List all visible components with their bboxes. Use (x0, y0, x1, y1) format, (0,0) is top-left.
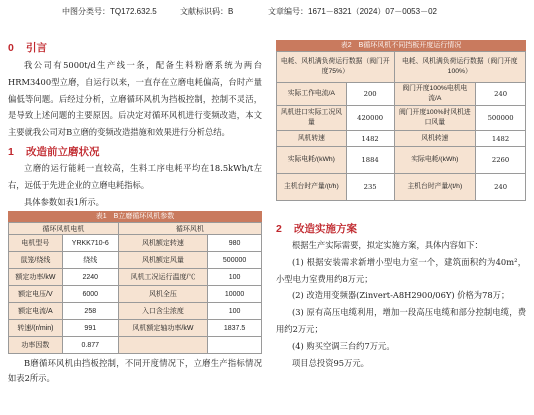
intro-paragraph: 我公司有5000t/d生产线一条，配备生料粉磨系统为两台HRM3400型立磨，自运行以来，一直存在立磨电耗偏高，台时产量偏低等问题。后经过分析，立磨循环风机为挡板控制，控制不灵活，是导致上述问题的主要原因。后决定对循环风机进行变频改造，本文主要就我公司对B立磨的变频改造措施和效果进行分析总结。 (8, 60, 262, 138)
table-row (9, 235, 262, 252)
table-cell: 100 (208, 303, 262, 320)
table-cell: 实际电耗/(kWh) (394, 147, 476, 174)
table-cell: 主机台时产量/(t/h) (394, 174, 476, 201)
table-cell: 风机转速 (277, 131, 347, 147)
table-cell: 风机全压 (118, 286, 207, 303)
table-cell: 500000 (476, 106, 526, 131)
table-cell: 991 (62, 320, 118, 337)
table-cell: 实际工作电流/A (277, 83, 347, 106)
table-row (277, 83, 526, 106)
table-row (9, 320, 262, 337)
table2-grid (276, 51, 526, 201)
plan-intro: 根据生产实际需要，拟定实施方案，具体内容如下： (292, 240, 483, 250)
table-cell: 额定电流/A (9, 303, 63, 320)
left-column (8, 40, 262, 386)
table2-reference: B磨循环风机由挡板控制，不同开度情况下，立磨生产指标情况如表2所示。 (8, 358, 262, 384)
plan-item-1: (1) 根据安装需求新增小型电力室一个，建筑面积约为40m²，小型电力室费用约8万元； (276, 256, 526, 284)
document-code: 文献标识码：B (180, 7, 234, 16)
table-cell: 10000 (208, 286, 262, 303)
table-cell: 风机工况运行温度/℃ (118, 269, 207, 286)
section-heading-2: 2 改造实施方案 (276, 223, 357, 235)
table-cell: 风机额定风量 (118, 252, 207, 269)
table-cell: 风机额定转速 (118, 235, 207, 252)
table-cell: 1884 (346, 147, 394, 174)
table-cell: 258 (62, 303, 118, 320)
clc-number: 中图分类号：TQ172.632.5 (62, 7, 157, 16)
table-cell: 500000 (208, 252, 262, 269)
article-number: 文章编号：1671－8321（2024）07－0053－02 (268, 7, 437, 16)
table-cell (118, 337, 207, 354)
table-row (277, 106, 526, 131)
table-cell (208, 337, 262, 354)
table-reference: 具体参数如表1所示。 (24, 196, 104, 207)
table-cell: 鼠笼/绕线 (9, 252, 63, 269)
table-row (9, 252, 262, 269)
status-paragraph: 立磨的运行能耗一直较高，生料工序电耗平均在18.5kWh/t左右，远低于先进企业的立磨电耗指标。 (8, 162, 262, 190)
table-cell: 100 (208, 269, 262, 286)
table-cell: 980 (208, 235, 262, 252)
table-cell: 实际电耗/(kWh) (277, 147, 347, 174)
table1-grid (8, 222, 262, 354)
table-cell: 转速/(r/min) (9, 320, 63, 337)
table-cell: 1837.5 (208, 320, 262, 337)
table-cell: 240 (476, 174, 526, 201)
table-cell: 6000 (62, 286, 118, 303)
table-cell: 阀门开度100%电机电流/A (394, 83, 476, 106)
table-cell: 420000 (346, 106, 394, 131)
table-cell: 风机进口实际工况风量 (277, 106, 347, 131)
table1-head-motor: 循环风机电机 (9, 223, 119, 235)
table-cell: 235 (346, 174, 394, 201)
right-column (276, 40, 526, 371)
plan-item-2: (2) 改造用变频器(Zinvert-A8H2900/06Y) 价格为78万； (292, 290, 510, 301)
table-cell: 阀门开度100%时风机进口风量 (394, 106, 476, 131)
table1-caption: 表1 B立磨循环风机参数 (8, 211, 262, 222)
table-cell: 风机转速 (394, 131, 476, 147)
table-cell: YRKK710-6 (62, 235, 118, 252)
table-row (277, 131, 526, 147)
section-heading-1: 1 改造前立磨状况 (8, 145, 100, 158)
table-row (9, 337, 262, 354)
plan-item-3: (3) 原有高压电缆利用，增加一段高压电缆和部分控制电缆，费用约2万元； (276, 307, 526, 334)
table-cell: 2240 (62, 269, 118, 286)
table-cell: 0.877 (62, 337, 118, 354)
section-heading-0: 0 引言 (8, 42, 47, 54)
table2 (276, 40, 526, 201)
table2-head-75: 电耗、风机满负荷运行数据（阀门开度75%） (277, 52, 395, 83)
table2-caption: 表2 B循环风机不同挡板开度运行情况 (276, 40, 526, 51)
table-cell: 主机台时产量/(t/h) (277, 174, 347, 201)
table2-head-100: 电耗、风机满负荷运行数据（阀门开度100%） (394, 52, 525, 83)
table1-head-fan: 循环风机 (118, 223, 261, 235)
table-cell: 240 (476, 83, 526, 106)
table-row (9, 286, 262, 303)
table-row (277, 174, 526, 201)
table-cell: 2260 (476, 147, 526, 174)
table-cell: 额定电压/V (9, 286, 63, 303)
table-row (9, 303, 262, 320)
table-cell: 功率因数 (9, 337, 63, 354)
table-row (277, 147, 526, 174)
table1 (8, 211, 262, 354)
plan-item-4: (4) 购买空调三台约7万元。 (292, 340, 395, 351)
table-row (9, 269, 262, 286)
table-cell: 风机额定轴功率/kW (118, 320, 207, 337)
table-cell: 绕线 (62, 252, 118, 269)
table-cell: 电机型号 (9, 235, 63, 252)
table-cell: 1482 (476, 131, 526, 147)
table-cell: 200 (346, 83, 394, 106)
table-cell: 1482 (346, 131, 394, 147)
plan-total: 项目总投资95万元。 (292, 357, 369, 368)
table-cell: 入口含尘浓度 (118, 303, 207, 320)
table-cell: 额定功率/kW (9, 269, 63, 286)
